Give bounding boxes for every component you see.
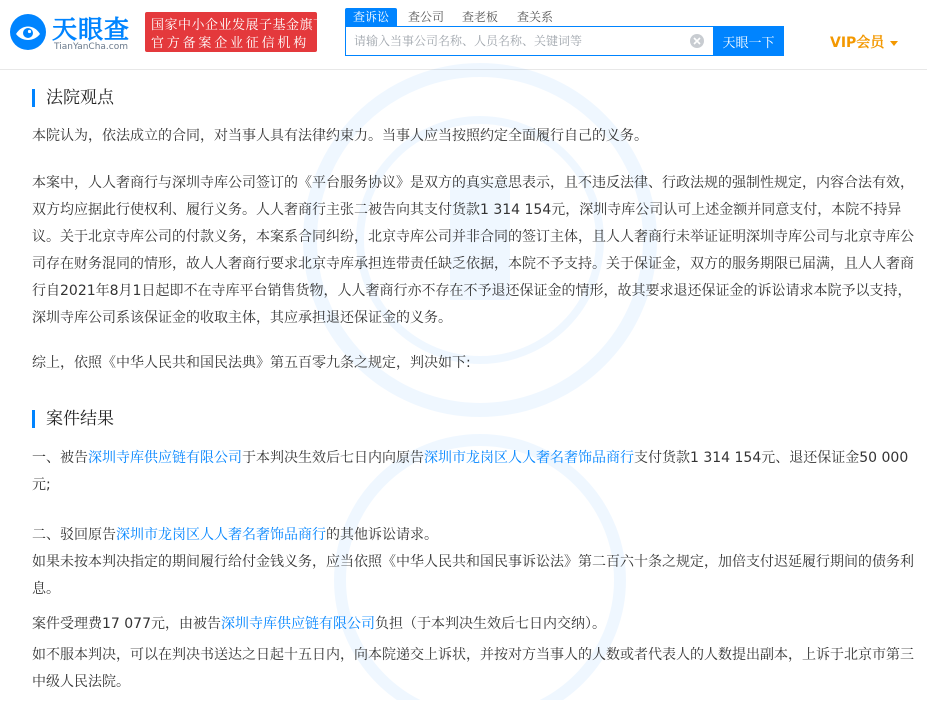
section-title-opinion xyxy=(32,88,114,108)
section-title-result xyxy=(32,409,114,429)
opinion-paragraph-3: 综上，依照《中华人民共和国民法典》第五百零九条之规定，判决如下: xyxy=(32,355,471,371)
result-item-5: 如不服本判决，可以在判决书送达之日起十五日内，向本院递交上诉状，并按对方当事人的人数或者代表人的人数提出副本，上诉于北京市第三中级人民法院。 xyxy=(32,647,914,690)
official-badge xyxy=(145,12,327,52)
clear-icon[interactable] xyxy=(689,33,705,49)
court-emblem-watermark xyxy=(300,60,660,700)
top-header xyxy=(0,0,927,70)
tab-relation[interactable]: 查关系 xyxy=(517,10,554,24)
result-text: 案件受理费17 077元，由被告 xyxy=(32,616,221,632)
chevron-down-icon xyxy=(890,41,898,46)
vip-menu[interactable] xyxy=(830,32,898,52)
result-text: 于本判决生效后七日内向原告 xyxy=(242,450,424,466)
result-text: 一、被告 xyxy=(32,450,88,466)
result-item-3: 如果未按本判决指定的期间履行给付金钱义务，应当依照《中华人民共和国民事诉讼法》第二百六十条之规定，加倍支付迟延履行期间的债务利息。 xyxy=(32,554,914,597)
result-text: 二、驳回原告 xyxy=(32,527,116,543)
search-input[interactable] xyxy=(346,27,686,55)
result-text: 支付货款1 314 154元、退还保证金50 000元; xyxy=(32,450,909,493)
result-item-4 xyxy=(32,611,920,638)
badge-line-2: 官方备案企业征信机构 xyxy=(151,36,310,51)
section-accent-bar xyxy=(32,89,35,107)
tab-boss[interactable]: 查老板 xyxy=(462,10,499,24)
plaintiff-link[interactable]: 深圳市龙岗区人人奢名奢饰品商行 xyxy=(116,527,326,543)
logo-subtext: TianYanCha.com xyxy=(54,42,129,52)
tab-company[interactable]: 查公司 xyxy=(408,10,445,24)
section-title-text: 法院观点 xyxy=(46,88,114,108)
section-title-text: 案件结果 xyxy=(46,409,114,429)
search-button[interactable]: 天眼一下 xyxy=(713,26,784,56)
result-item-2 xyxy=(32,522,920,549)
defendant-link[interactable]: 深圳寺库供应链有限公司 xyxy=(221,616,375,632)
vip-label: VIP会员 xyxy=(830,35,885,51)
result-text: 负担（于本判决生效后七日内交纳）。 xyxy=(375,616,606,632)
site-logo[interactable] xyxy=(8,10,136,54)
logo-text: 天眼查 xyxy=(52,15,131,44)
logo-mark-icon xyxy=(8,12,48,52)
tab-lawsuit[interactable]: 查诉讼 xyxy=(345,8,397,26)
result-item-1 xyxy=(32,445,920,499)
result-text: 的其他诉讼请求。 xyxy=(326,527,438,543)
opinion-paragraph-2: 本案中，人人奢商行与深圳寺库公司签订的《平台服务协议》是双方的真实意思表示，且不违反法律、行政法规的强制性规定，内容合法有效，双方均应据此行使权利、履行义务。人人奢商行主张二被告向其支付货款1 314 154元，深圳寺库公司认可上述金额并同意支付，本院不持异议。关于北京寺库公司的付款义务，本案系合同纠纷，北京寺库公司并非合同的签订主体，且人人奢商行未举证证明深圳寺库公司与北京寺库公司存在财务混同的情形，故人人奢商行要求北京寺库承担连带责任缺乏依据，本院不予支持。关于保证金，双方的服务期限已届满，且人人奢商行自2021年8月1日起即不在寺库平台销售货物，人人奢商行亦不存在不予退还保证金的情形，故其要求退还保证金的诉讼请求本院予以支持，深圳寺库公司系该保证金的收取主体，其应承担退还保证金的义务。 xyxy=(32,175,914,326)
defendant-link[interactable]: 深圳寺库供应链有限公司 xyxy=(88,450,242,466)
badge-line-1: 国家中小企业发展子基金旗下 xyxy=(151,18,327,33)
search-box xyxy=(345,26,714,56)
opinion-paragraph-1: 本院认为，依法成立的合同，对当事人具有法律约束力。当事人应当按照约定全面履行自己的义务。 xyxy=(32,128,648,144)
plaintiff-link[interactable]: 深圳市龙岗区人人奢名奢饰品商行 xyxy=(424,450,634,466)
section-accent-bar xyxy=(32,410,35,428)
